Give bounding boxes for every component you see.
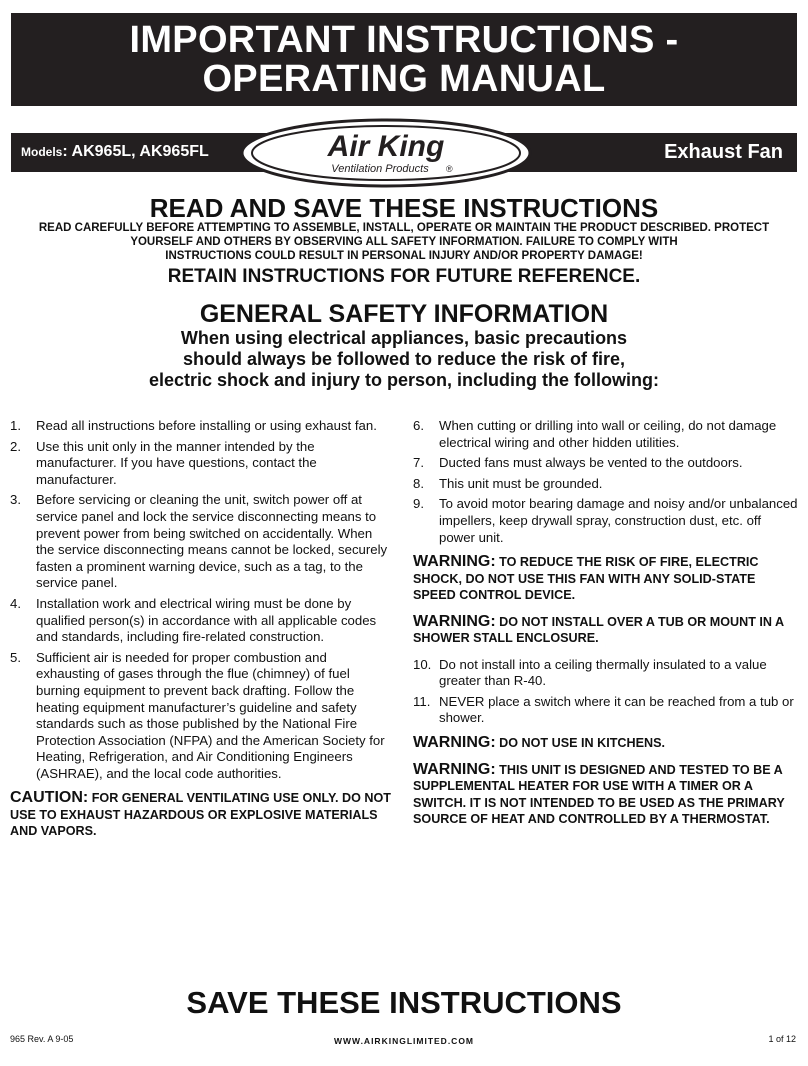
models-value: AK965L, AK965FL — [71, 143, 209, 160]
item-text: Before servicing or cleaning the unit, switch power off at service panel and lock the service disconnecting means to prevent power from being switched on accidentally. When the service disconnecting means cannot be locked, securely fasten a prominent warning device, such as a tag, to the service panel. — [36, 492, 388, 591]
item-number: 10. — [413, 656, 432, 672]
safety-list-right-2 — [413, 657, 799, 727]
item-number: 5. — [10, 649, 21, 665]
title-banner — [11, 13, 797, 106]
title-line-1: IMPORTANT INSTRUCTIONS - — [129, 18, 679, 61]
list-item — [413, 418, 799, 451]
safety-list-right — [413, 418, 799, 546]
list-item — [10, 492, 392, 592]
right-column — [413, 418, 799, 838]
safety-list-left — [10, 418, 392, 782]
warning-text: THIS UNIT IS DESIGNED AND TESTED TO BE A SUPPLEMENTAL HEATER FOR USE WITH A TIMER OR A SWITCH. IT IS NOT INTENDED TO BE USED AS THE PRIMARY SOURCE OF HEAT AND CONTROLLED BY A THERMOSTAT. — [413, 762, 785, 827]
retain-instructions: RETAIN INSTRUCTIONS FOR FUTURE REFERENCE. — [167, 266, 641, 287]
safety-subheading — [0, 328, 808, 391]
item-text: Do not install into a ceiling thermally insulated to a value greater than R-40. — [439, 656, 767, 689]
website-url[interactable]: WWW.AIRKINGLIMITED.COM — [333, 1036, 475, 1046]
warning-notice-heater — [413, 762, 799, 828]
item-number: 8. — [413, 475, 424, 491]
item-text: Sufficient air is needed for proper combustion and exhausting of gases through the flue (chimney) of fuel burning equipment to prevent back drafting. Follow the heating equipment manufacturer’s guideline and safety standards such as those published by the National Fire Protection Association (NFPA) and the American Society for Heating, Refrigeration, and Air Conditioning Engineers (ASHRAE), and the local code authorities. — [36, 649, 385, 781]
warning-label: WARNING: — [413, 760, 496, 778]
warning-notice-solid-state — [413, 554, 799, 604]
list-item — [10, 418, 392, 435]
subheading-line-2: should always be followed to reduce the risk of fire, — [182, 349, 626, 369]
warning-line-3: INSTRUCTIONS COULD RESULT IN PERSONAL INJURY AND/OR PROPERTY DAMAGE! — [165, 250, 643, 262]
warning-label: WARNING: — [413, 612, 496, 630]
item-number: 9. — [413, 496, 424, 512]
logo-tagline-text: Ventilation Products — [331, 163, 429, 175]
list-item — [10, 439, 392, 489]
warning-text: TO REDUCE THE RISK OF FIRE, ELECTRIC SHOCK, DO NOT USE THIS FAN WITH ANY SOLID-STATE SPEED CONTROL DEVICE. — [413, 555, 759, 603]
item-number: 7. — [413, 455, 424, 471]
item-text: This unit must be grounded. — [439, 475, 603, 491]
warning-notice-kitchens — [413, 735, 799, 752]
warning-text: DO NOT USE IN KITCHENS. — [499, 736, 665, 751]
list-item — [413, 496, 799, 546]
product-type: Exhaust Fan — [664, 141, 783, 163]
list-item — [413, 657, 799, 690]
list-item — [413, 476, 799, 493]
item-number: 1. — [10, 418, 21, 433]
caution-notice — [10, 790, 392, 840]
logo-brand-text: Air King — [327, 130, 445, 163]
item-number: 11. — [413, 693, 431, 709]
item-text: Use this unit only in the manner intended by the manufacturer. If you have questions, contact the manufacturer. — [36, 438, 317, 487]
item-text: When cutting or drilling into wall or ceiling, do not damage electrical wiring and other hidden utilities. — [439, 418, 777, 450]
models-label: Models — [21, 145, 63, 159]
item-text: Installation work and electrical wiring must be done by qualified person(s) in accordance with all applicable codes and standards, including fire-related construction. — [36, 595, 377, 645]
models-text: Models: AK965L, AK965FL — [21, 143, 209, 160]
save-instructions-footer: SAVE THESE INSTRUCTIONS — [186, 985, 622, 1020]
warning-line-1: READ CAREFULLY BEFORE ATTEMPTING TO ASSEMBLE, INSTALL, OPERATE OR MAINTAIN THE PRODUCT DESCRIBED. PROTECT — [38, 222, 770, 234]
left-column — [10, 418, 392, 850]
warning-text: DO NOT INSTALL OVER A TUB OR MOUNT IN A SHOWER STALL ENCLOSURE. — [413, 614, 784, 646]
item-text: NEVER place a switch where it can be reached from a tub or shower. — [439, 693, 794, 726]
item-number: 4. — [10, 595, 21, 611]
read-save-heading: READ AND SAVE THESE INSTRUCTIONS — [149, 193, 659, 223]
warning-line-2: YOURSELF AND OTHERS BY OBSERVING ALL SAFETY INFORMATION. FAILURE TO COMPLY WITH — [130, 236, 678, 248]
item-text: To avoid motor bearing damage and noisy and/or unbalanced impellers, keep drywall spray, construction dust, etc. off power unit. — [439, 496, 798, 545]
warning-label: WARNING: — [413, 734, 496, 752]
airking-logo — [240, 118, 532, 188]
safety-heading: GENERAL SAFETY INFORMATION — [199, 300, 609, 328]
list-item — [413, 455, 799, 472]
warning-label: WARNING: — [413, 553, 496, 571]
caution-text: FOR GENERAL VENTILATING USE ONLY. DO NOT USE TO EXHAUST HAZARDOUS OR EXPLOSIVE MATERIALS AND VAPORS. — [10, 791, 391, 839]
title-line-2: OPERATING MANUAL — [202, 57, 606, 100]
subheading-line-1: When using electrical appliances, basic precautions — [180, 328, 628, 348]
read-carefully-warning — [14, 221, 794, 263]
item-text: Ducted fans must always be vented to the outdoors. — [439, 455, 743, 471]
logo-registered-mark: ® — [446, 164, 453, 174]
page-number: 1 of 12 — [768, 1034, 796, 1044]
list-item — [413, 694, 799, 727]
item-number: 6. — [413, 418, 424, 433]
subheading-line-3: electric shock and injury to person, including the following: — [148, 370, 660, 390]
revision-label: 965 Rev. A 9-05 — [10, 1034, 74, 1044]
caution-label: CAUTION: — [10, 789, 89, 807]
list-item — [10, 596, 392, 646]
item-number: 3. — [10, 492, 21, 508]
item-text: Read all instructions before installing or using exhaust fan. — [36, 418, 377, 433]
list-item — [10, 650, 392, 783]
warning-notice-tub — [413, 614, 799, 647]
item-number: 2. — [10, 438, 21, 454]
